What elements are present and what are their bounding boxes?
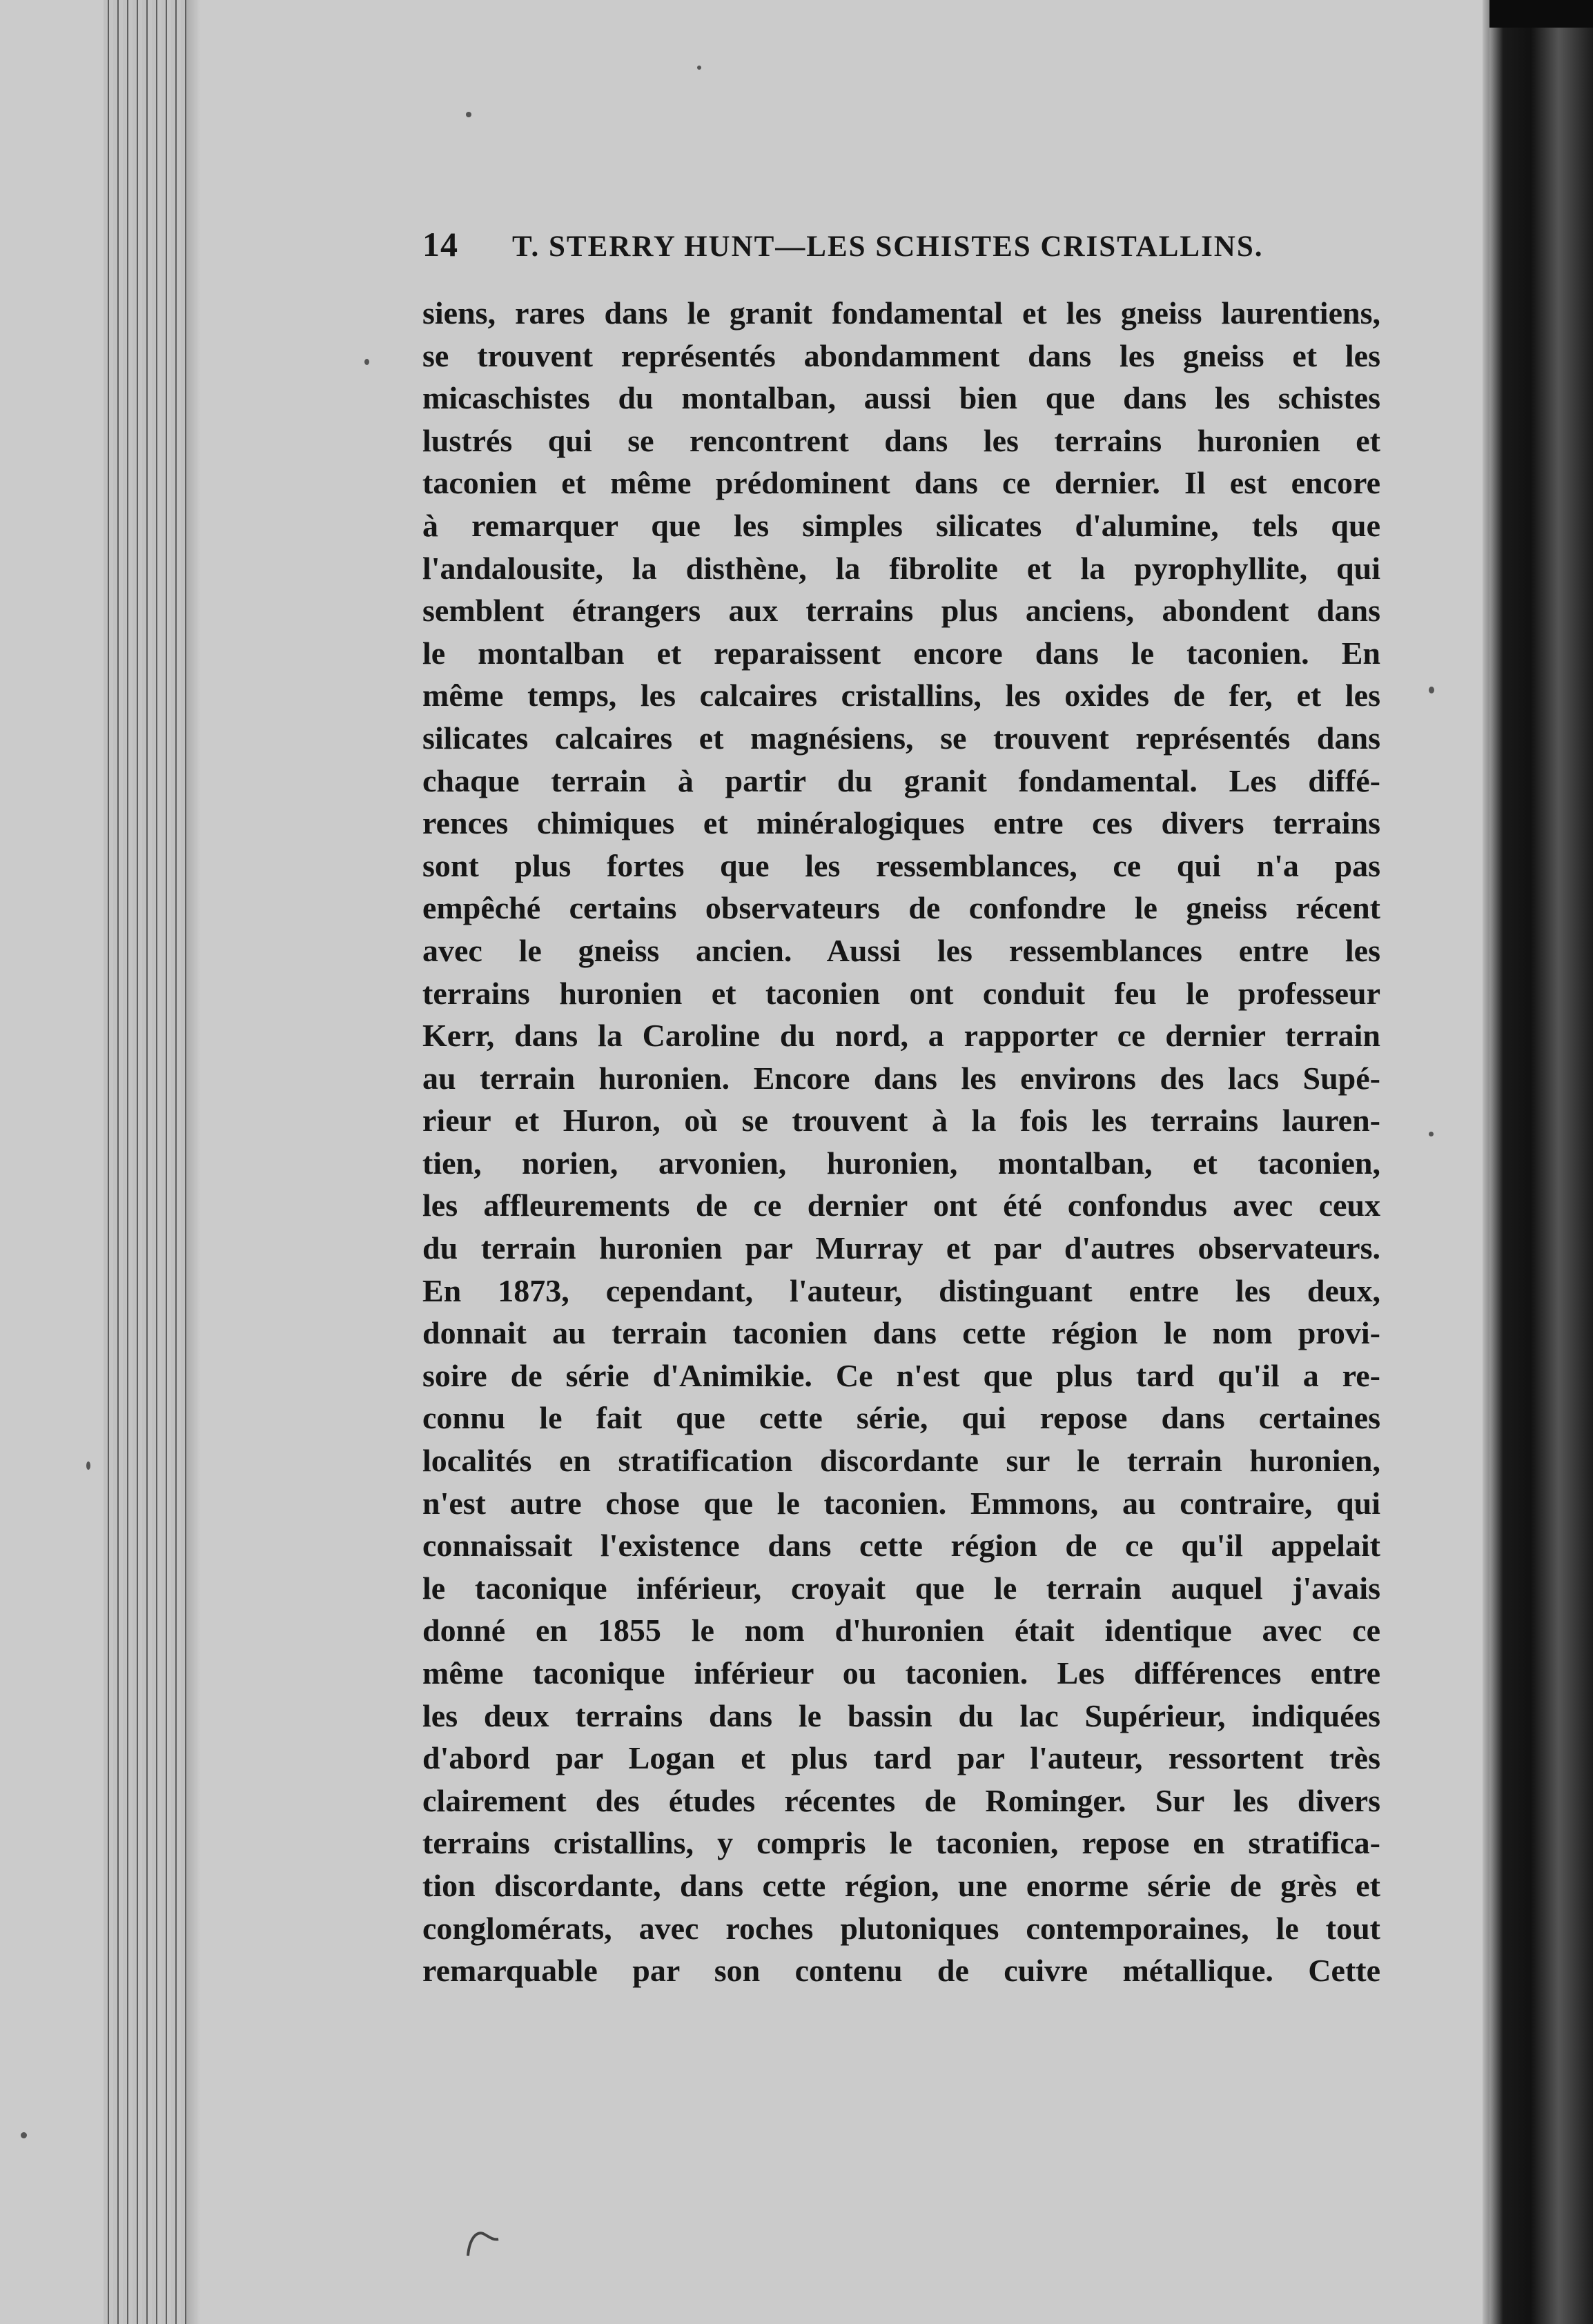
text-line: donnait au terrain taconien dans cette région le nom provi- — [422, 1315, 1380, 1351]
dust-speck — [21, 2132, 27, 2138]
binding-shadow — [186, 0, 200, 2324]
text-line: rieur et Huron, où se trouvent à la fois les terrains lauren- — [422, 1103, 1380, 1139]
text-line: chaque terrain à partir du granit fondamental. Les diffé- — [422, 762, 1380, 798]
text-line: l'andalousite, la disthène, la fibrolite et la pyrophyllite, qui — [422, 550, 1380, 586]
dust-speck — [697, 66, 701, 70]
text-line: tion discordante, dans cette région, une enorme série de grès et — [422, 1867, 1380, 1903]
page-number: 14 — [422, 225, 458, 264]
text-line: donné en 1855 le nom d'huronien était identique avec ce — [422, 1613, 1380, 1648]
text-line: le taconique inférieur, croyait que le terrain auquel j'avais — [422, 1570, 1380, 1606]
right-dark-border — [1489, 0, 1593, 2324]
text-line: En 1873, cependant, l'auteur, distinguant entre les deux, — [422, 1272, 1380, 1308]
text-line: silicates calcaires et magnésiens, se trouvent représentés dans — [422, 720, 1380, 756]
text-line: d'abord par Logan et plus tard par l'auteur, ressortent très — [422, 1740, 1380, 1776]
page-right-margin-edge — [1483, 0, 1489, 2324]
text-line: connaissait l'existence dans cette région de ce qu'il appelait — [422, 1528, 1380, 1564]
text-line: Kerr, dans la Caroline du nord, a rapporter ce dernier terrain — [422, 1018, 1380, 1054]
text-line: se trouvent représentés abondamment dans les gneiss et les — [422, 337, 1380, 373]
page-text-block — [422, 224, 1380, 1992]
running-title: T. STERRY HUNT—LES SCHISTES CRISTALLINS. — [512, 230, 1264, 263]
text-line: clairement des études récentes de Rominger. Sur les divers — [422, 1782, 1380, 1818]
text-line: localités en stratification discordante sur le terrain huronien, — [422, 1443, 1380, 1479]
text-line: le montalban et reparaissent encore dans le taconien. En — [422, 635, 1380, 671]
text-line: soire de série d'Animikie. Ce n'est que plus tard qu'il a re- — [422, 1357, 1380, 1393]
dust-speck — [86, 1461, 90, 1470]
text-line: avec le gneiss ancien. Aussi les ressemblances entre les — [422, 932, 1380, 968]
dust-speck — [1429, 687, 1434, 693]
text-line: même temps, les calcaires cristallins, les oxides de fer, et les — [422, 678, 1380, 713]
text-line: tien, norien, arvonien, huronien, montalban, et taconien, — [422, 1145, 1380, 1181]
dust-speck — [466, 112, 471, 117]
text-line: à remarquer que les simples silicates d'alumine, tels que — [422, 507, 1380, 543]
text-line: sont plus fortes que les ressemblances, ce qui n'a pas — [422, 847, 1380, 883]
text-line: rences chimiques et minéralogiques entre ces divers terrains — [422, 805, 1380, 841]
text-line: micaschistes du montalban, aussi bien que dans les schistes — [422, 380, 1380, 416]
text-line: les affleurements de ce dernier ont été confondus avec ceux — [422, 1188, 1380, 1223]
text-line: semblent étrangers aux terrains plus anciens, abondent dans — [422, 593, 1380, 629]
text-line: les deux terrains dans le bassin du lac Supérieur, indiquées — [422, 1697, 1380, 1733]
text-line: terrains cristallins, y compris le taconien, repose en stratifica- — [422, 1825, 1380, 1861]
text-line: même taconique inférieur ou taconien. Les différences entre — [422, 1655, 1380, 1691]
text-line: conglomérats, avec roches plutoniques contemporaines, le tout — [422, 1910, 1380, 1946]
text-line: terrains huronien et taconien ont conduit feu le professeur — [422, 975, 1380, 1011]
text-line: lustrés qui se rencontrent dans les terrains huronien et — [422, 422, 1380, 458]
dust-speck — [364, 359, 369, 365]
book-binding-edge — [104, 0, 186, 2324]
text-line: au terrain huronien. Encore dans les environs des lacs Supé- — [422, 1060, 1380, 1096]
text-line: siens, rares dans le granit fondamental et les gneiss laurentiens, — [422, 295, 1380, 331]
pencil-mark — [462, 2225, 504, 2260]
text-line: remarquable par son contenu de cuivre métallique. Cette — [422, 1953, 1380, 1989]
text-line: empêché certains observateurs de confondre le gneiss récent — [422, 890, 1380, 926]
body-paragraph — [422, 292, 1380, 1992]
text-line: connu le fait que cette série, qui repose dans certaines — [422, 1400, 1380, 1436]
running-header — [422, 224, 1380, 273]
dust-speck — [1429, 1132, 1434, 1136]
text-line: n'est autre chose que le taconien. Emmons, au contraire, qui — [422, 1485, 1380, 1521]
text-line: du terrain huronien par Murray et par d'autres observateurs. — [422, 1230, 1380, 1266]
text-line: taconien et même prédominent dans ce dernier. Il est encore — [422, 465, 1380, 501]
right-top-corner — [1489, 0, 1593, 28]
